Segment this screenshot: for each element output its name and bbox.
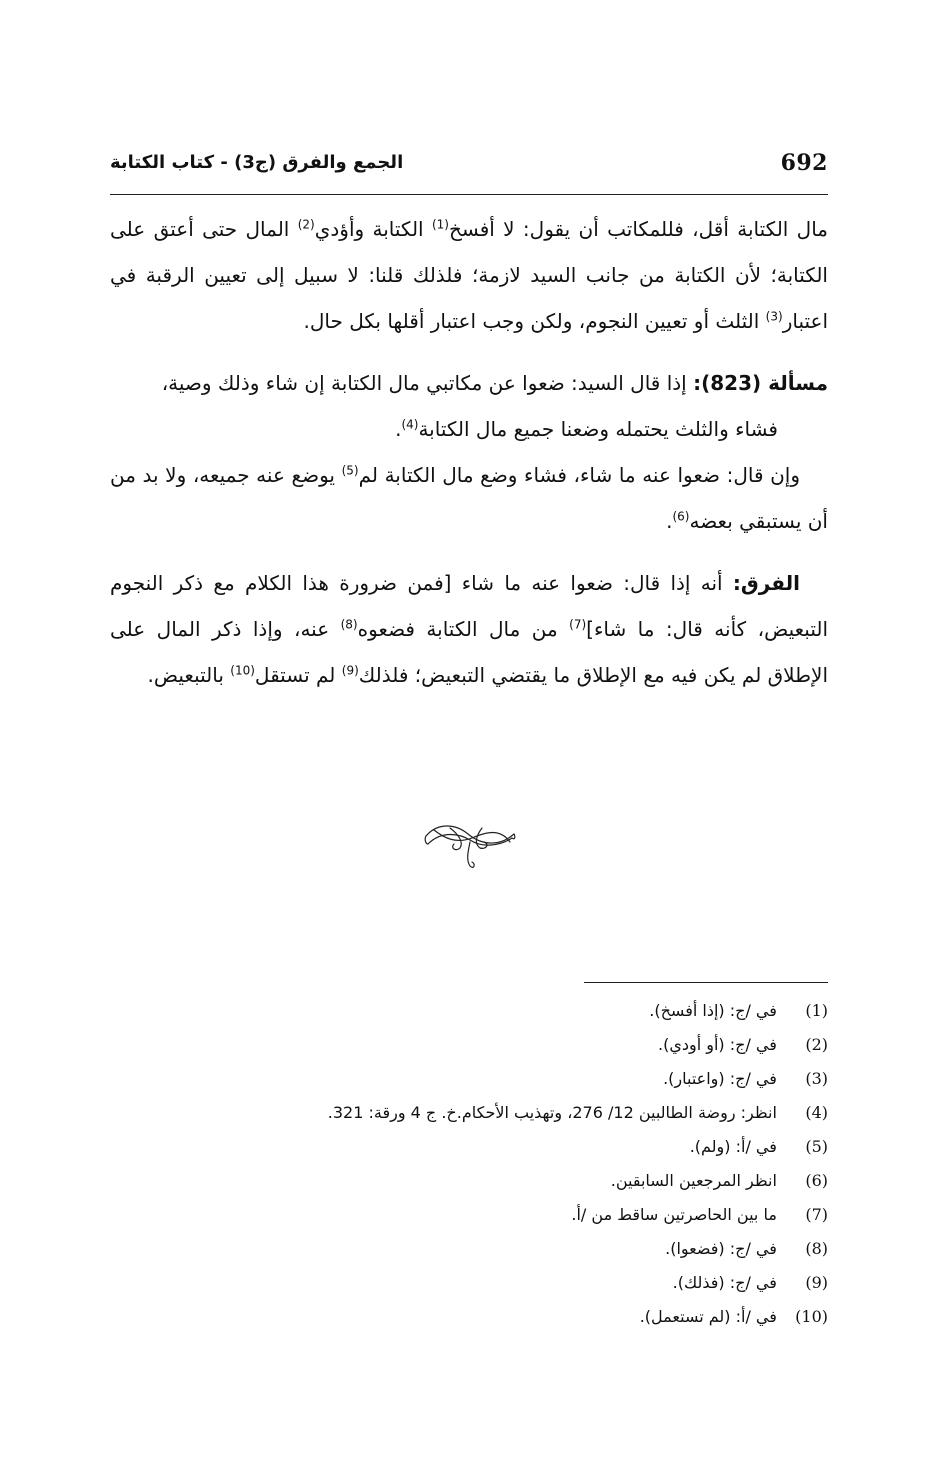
- footnote-ref-7: (7): [569, 617, 587, 632]
- text-span: .: [395, 417, 402, 441]
- footnote-text: في /ج: (واعتبار).: [663, 1069, 777, 1088]
- footnote-ref-10: (10): [230, 663, 255, 678]
- footnote-item: [150, 1164, 828, 1198]
- page-number: 692: [780, 150, 828, 176]
- footnote-number: (8): [805, 1239, 828, 1258]
- text-span: الكتابة وأؤدي: [314, 217, 432, 241]
- header-rule: [110, 194, 828, 195]
- text-span: المال حتى أعتق على الكتابة؛ لأن الكتابة من جانب السيد لازمة؛ فلذلك قلنا: لا سبيل إلى تعيين الرقبة في اعتبار: [110, 217, 828, 333]
- issue-label: مسألة (823):: [693, 371, 828, 395]
- paragraph-4: [110, 560, 828, 698]
- footnote-text: في /ج: (فضعوا).: [665, 1239, 777, 1258]
- footnote-text: في /أ: (ولم).: [689, 1137, 777, 1156]
- footnote-number: (7): [805, 1205, 828, 1224]
- text-span: لم تستقل: [254, 663, 342, 687]
- text-span: إذا قال السيد: ضعوا عن مكاتبي مال الكتابة إن شاء وذلك وصية،: [161, 371, 694, 395]
- footnote-text: في /ج: (إذا أفسخ).: [649, 1001, 777, 1020]
- text-span: فشاء والثلث يحتمله وضعنا جميع مال الكتابة: [418, 417, 778, 441]
- footnote-number: (3): [805, 1069, 828, 1088]
- text-span: يوضع عنه جميعه، ولا بد من أن يستبقي بعضه: [110, 463, 828, 533]
- footnote-number: (4): [805, 1103, 828, 1122]
- footnote-ref-5: (5): [341, 463, 359, 478]
- footnote-number: (6): [805, 1171, 828, 1190]
- footnote-number: (5): [805, 1137, 828, 1156]
- footnote-item: [150, 1300, 828, 1334]
- footnote-text: في /ج: (فذلك).: [672, 1273, 777, 1292]
- footnote-item: [150, 1096, 828, 1130]
- paragraph-gap: [110, 344, 828, 360]
- footnote-ref-3: (3): [765, 309, 783, 324]
- text-span: .: [666, 509, 673, 533]
- footnote-number: (10): [795, 1307, 828, 1326]
- text-span: أنه إذا قال: ضعوا عنه ما شاء [فمن ضرورة هذا الكلام مع ذكر النجوم التبعيض، كأنه قال: ما شاء]: [110, 571, 829, 641]
- footnote-item: [150, 1232, 828, 1266]
- footnote-item: [150, 1028, 828, 1062]
- text-span: من مال الكتابة فضعوه: [357, 617, 570, 641]
- footnote-separator: [584, 982, 828, 983]
- footnote-item: [150, 1198, 828, 1232]
- text-span: وإن قال: ضعوا عنه ما شاء، فشاء وضع مال الكتابة لم: [358, 463, 800, 487]
- paragraph-gap: [110, 544, 828, 560]
- footnote-text: انظر المرجعين السابقين.: [610, 1171, 777, 1190]
- footnote-item: [150, 1266, 828, 1300]
- footnote-ref-6: (6): [672, 509, 690, 524]
- footnote-ref-4: (4): [401, 417, 419, 432]
- main-text: [110, 206, 828, 698]
- footnote-item: [150, 1130, 828, 1164]
- ornament-icon: [420, 808, 520, 878]
- footnotes-list: [150, 994, 828, 1334]
- footnote-text: في /أ: (لم تستعمل).: [639, 1307, 777, 1326]
- footnote-number: (2): [805, 1035, 828, 1054]
- difference-label: الفرق:: [732, 571, 800, 595]
- running-title: الجمع والفرق (ج3) - كتاب الكتابة: [110, 152, 404, 173]
- text-span: عنه، وإذا ذكر المال على الإطلاق لم يكن فيه مع الإطلاق ما يقتضي التبعيض؛ فلذلك: [110, 617, 828, 687]
- paragraph-1: [110, 206, 828, 344]
- footnote-text: في /ج: (أو أودي).: [657, 1035, 777, 1054]
- footnote-item: [150, 1062, 828, 1096]
- footnote-ref-1: (1): [431, 217, 449, 232]
- footnote-number: (9): [805, 1273, 828, 1292]
- footnote-ref-9: (9): [341, 663, 359, 678]
- text-span: الثلث أو تعيين النجوم، ولكن وجب اعتبار أقلها بكل حال.: [303, 309, 766, 333]
- footnote-ref-8: (8): [340, 617, 358, 632]
- text-span: مال الكتابة أقل، فللمكاتب أن يقول: لا أفسخ: [448, 217, 829, 241]
- footnote-ref-2: (2): [297, 217, 315, 232]
- issue-continuation: [110, 406, 828, 452]
- page-header: [110, 150, 828, 190]
- footnote-number: (1): [805, 1001, 828, 1020]
- footnote-item: [150, 994, 828, 1028]
- text-span: بالتبعيض.: [147, 663, 231, 687]
- issue-heading-line: [110, 360, 828, 406]
- paragraph-3: [110, 452, 828, 544]
- footnote-text: انظر: روضة الطالبين 12/ 276، وتهذيب الأحكام.خ. ج 4 ورقة: 321.: [327, 1103, 777, 1122]
- footnote-text: ما بين الحاصرتين ساقط من /أ.: [571, 1205, 777, 1224]
